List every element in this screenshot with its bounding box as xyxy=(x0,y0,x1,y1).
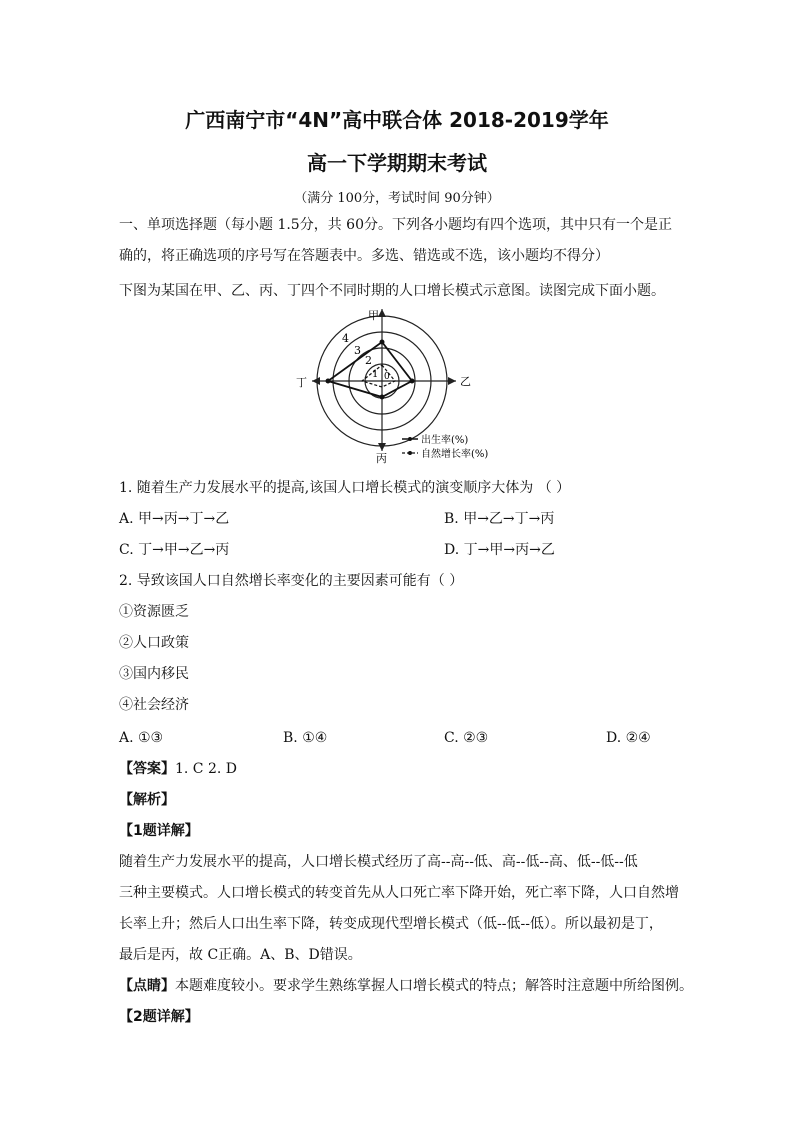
ring-label-3: 3 xyxy=(354,344,361,357)
natural-growth-shape xyxy=(362,365,395,387)
legend-natural-label: 自然增长率(%) xyxy=(421,449,489,460)
question-intro: 下图为某国在甲、乙、丙、丁四个不同时期的人口增长模式示意图。读图完成下面小题。 xyxy=(119,283,665,299)
birth-rate-point-bing xyxy=(380,395,385,400)
q1-analysis-line3: 长率上升；然后人口出生率下降，转变成现代型增长模式（低--低--低）。所以最初是丁， xyxy=(119,916,663,932)
question-1-option-c: C. 丁→甲→乙→丙 xyxy=(119,542,230,558)
question-1-option-a: A. 甲→丙→丁→乙 xyxy=(119,511,230,527)
section-instruction-line2: 确的，将正确选项的序号写在答题表中。多选、错选或不选，该小题均不得分） xyxy=(119,248,609,264)
answer-line xyxy=(119,759,237,779)
legend-birth-label: 出生率(%) xyxy=(421,435,469,446)
tip-label: 【点睛】 xyxy=(119,978,175,994)
population-growth-diagram xyxy=(290,305,510,465)
tip-text: 本题难度较小。要求学生熟练掌握人口增长模式的特点；解答时注意题中所给图例。 xyxy=(175,978,693,994)
question-1-stem: 1. 随着生产力发展水平的提高,该国人口增长模式的演变顺序大体为 （ ） xyxy=(119,480,571,496)
q1-analysis-line2: 三种主要模式。人口增长模式的转变首先从人口死亡率下降开始，死亡率下降，人口自然增 xyxy=(119,885,679,901)
question-2-item-3: ③国内移民 xyxy=(119,666,189,682)
question-2-stem: 2. 导致该国人口自然增长率变化的主要因素可能有（ ） xyxy=(119,573,464,589)
axis-label-bottom: 丙 xyxy=(376,452,387,465)
q2-analysis-heading: 【2题详解】 xyxy=(119,1009,199,1025)
ring-label-1: 1 xyxy=(372,369,379,380)
center-label: 0 xyxy=(384,372,390,382)
answer-label: 【答案】 xyxy=(119,761,175,777)
question-2-item-2: ②人口政策 xyxy=(119,635,189,651)
axis-label-left: 丁 xyxy=(296,376,307,389)
exam-meta: （满分 100分，考试时间 90分钟） xyxy=(294,191,500,206)
arrow-up-icon xyxy=(378,309,386,317)
exam-title: 广西南宁市“4N”高中联合体 2018-2019学年 xyxy=(185,108,609,132)
question-2-option-d: D. ②④ xyxy=(606,730,651,746)
birth-rate-point-yi xyxy=(410,379,415,384)
ring-label-4: 4 xyxy=(342,332,349,345)
legend-natural-marker xyxy=(408,451,412,455)
question-1-option-d: D. 丁→甲→丙→乙 xyxy=(444,542,555,558)
arrow-down-icon xyxy=(378,443,386,451)
ring-label-2: 2 xyxy=(365,354,372,367)
axis-label-top: 甲 xyxy=(368,309,379,322)
question-2-option-c: C. ②③ xyxy=(444,730,489,746)
arrow-right-icon xyxy=(448,377,456,385)
q1-analysis-line1: 随着生产力发展水平的提高，人口增长模式经历了高--高--低、高--低--高、低--低--低 xyxy=(119,854,638,870)
legend-birth-marker xyxy=(408,437,412,441)
arrow-left-icon xyxy=(312,377,320,385)
answer-value: 1. C 2. D xyxy=(175,761,238,777)
section-instruction-line1: 一、单项选择题（每小题 1.5分，共 60分。下列各小题均有四个选项，其中只有一个是正 xyxy=(119,217,672,233)
question-2-option-b: B. ①④ xyxy=(283,730,328,746)
question-1-option-b: B. 甲→乙→丁→丙 xyxy=(444,511,555,527)
tip-line xyxy=(119,976,693,996)
q1-analysis-heading: 【1题详解】 xyxy=(119,823,199,839)
question-2-item-1: ①资源匮乏 xyxy=(119,604,189,620)
diagram-svg xyxy=(290,305,510,465)
question-2-option-a: A. ①③ xyxy=(119,730,164,746)
birth-rate-point-ding xyxy=(326,379,331,384)
birth-rate-point-jia xyxy=(380,340,385,345)
question-2-item-4: ④社会经济 xyxy=(119,697,189,713)
exam-subtitle-title: 高一下学期期末考试 xyxy=(307,151,487,175)
axis-label-right: 乙 xyxy=(460,375,471,388)
q1-analysis-line4: 最后是丙，故 C正确。A、B、D错误。 xyxy=(119,947,362,963)
analysis-label: 【解析】 xyxy=(119,792,175,808)
